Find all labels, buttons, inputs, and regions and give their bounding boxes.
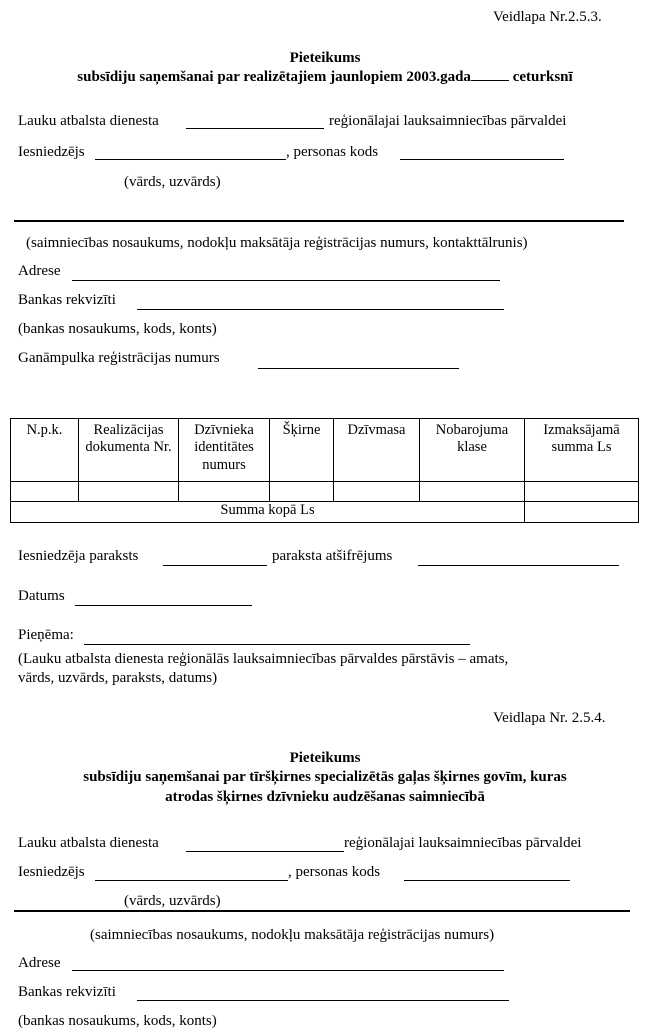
address-label: Adrese: [18, 955, 61, 971]
col-header: Dzīvmasa: [334, 419, 420, 482]
subtitle-text: subsīdiju saņemšanai par realizētajiem jaunlopiem 2003.gada: [77, 69, 471, 85]
herd-label: Ganāmpulka reģistrācijas numurs: [18, 350, 220, 366]
table-cell[interactable]: [270, 482, 334, 502]
service-field[interactable]: [186, 851, 344, 852]
date-label: Datums: [18, 588, 65, 604]
form-subtitle: [0, 69, 650, 85]
form-subtitle: atrodas šķirnes dzīvnieku audzēšanas saimniecībā: [165, 789, 485, 805]
table-cell[interactable]: [420, 482, 525, 502]
bank-label: Bankas rekvizīti: [18, 984, 116, 1000]
received-field[interactable]: [84, 644, 470, 645]
col-header: Nobarojuma klase: [420, 419, 525, 482]
bank-hint: (bankas nosaukums, kods, konts): [18, 321, 217, 337]
signature-label: Iesniedzēja paraksts: [18, 548, 139, 564]
address-label: Adrese: [18, 263, 61, 279]
table-row: [11, 482, 639, 502]
received-hint: (Lauku atbalsta dienesta reģionālās lauksaimniecības pārvaldes pārstāvis – amats,: [18, 651, 509, 667]
date-field[interactable]: [75, 605, 252, 606]
col-header: Izmaksājamā summa Ls: [525, 419, 639, 482]
address-field[interactable]: [72, 280, 500, 281]
service-label: Lauku atbalsta dienesta: [18, 835, 159, 851]
bank-hint: (bankas nosaukums, kods, konts): [18, 1013, 217, 1029]
personal-code-label: , personas kods: [286, 144, 379, 160]
total-label: Summa kopā Ls: [11, 502, 525, 523]
received-label: Pieņēma:: [18, 627, 74, 643]
form-title: Pieteikums: [289, 750, 361, 766]
subtitle-quarter: ceturksnī: [512, 69, 573, 85]
table-cell[interactable]: [334, 482, 420, 502]
bank-label: Bankas rekvizīti: [18, 292, 116, 308]
table-cell[interactable]: [79, 482, 179, 502]
name-hint: (vārds, uzvārds): [124, 893, 221, 909]
herd-field[interactable]: [258, 368, 459, 369]
service-label: Lauku atbalsta dienesta: [18, 113, 159, 129]
signature-decode-field[interactable]: [418, 565, 619, 566]
service-field[interactable]: [186, 128, 324, 129]
signature-field[interactable]: [163, 565, 267, 566]
col-header: Šķirne: [270, 419, 334, 482]
regional-label: reģionālajai lauksaimniecības pārvaldei: [344, 835, 582, 851]
farm-field[interactable]: [14, 910, 630, 912]
personal-code-field[interactable]: [404, 880, 570, 881]
applicant-label: Iesniedzējs: [18, 864, 85, 880]
col-header: N.p.k.: [11, 419, 79, 482]
personal-code-label: , personas kods: [288, 864, 381, 880]
applicant-label: Iesniedzējs: [18, 144, 85, 160]
form-title: Pieteikums: [289, 50, 361, 66]
farm-hint: (saimniecības nosaukums, nodokļu maksātāja reģistrācijas numurs): [90, 927, 495, 943]
address-field[interactable]: [72, 970, 504, 971]
signature-decode-label: paraksta atšifrējums: [272, 548, 393, 564]
applicant-field[interactable]: [95, 880, 288, 881]
form-number: Veidlapa Nr.2.5.3.: [493, 9, 602, 25]
table-cell[interactable]: [525, 482, 639, 502]
farm-field[interactable]: [14, 220, 624, 222]
table-total-row: [11, 502, 639, 523]
form-subtitle: subsīdiju saņemšanai par tīršķirnes specializētās gaļas šķirnes govīm, kuras: [83, 769, 567, 785]
bank-field[interactable]: [137, 309, 504, 310]
quarter-field[interactable]: [471, 69, 509, 81]
bank-field[interactable]: [137, 1000, 509, 1001]
farm-hint: (saimniecības nosaukums, nodokļu maksātāja reģistrācijas numurs, kontakttālrunis): [26, 235, 528, 251]
received-hint: vārds, uzvārds, paraksts, datums): [18, 670, 218, 686]
regional-label: reģionālajai lauksaimniecības pārvaldei: [329, 113, 567, 129]
total-value-cell[interactable]: [525, 502, 639, 523]
table-cell[interactable]: [179, 482, 270, 502]
col-header: Dzīvnieka identitātes numurs: [179, 419, 270, 482]
name-hint: (vārds, uzvārds): [124, 174, 221, 190]
col-header: Realizācijas dokumenta Nr.: [79, 419, 179, 482]
personal-code-field[interactable]: [400, 159, 564, 160]
table-header-row: [11, 419, 639, 482]
applicant-field[interactable]: [95, 159, 286, 160]
table-cell[interactable]: [11, 482, 79, 502]
livestock-table: [10, 418, 639, 523]
form-number: Veidlapa Nr. 2.5.4.: [493, 710, 606, 726]
